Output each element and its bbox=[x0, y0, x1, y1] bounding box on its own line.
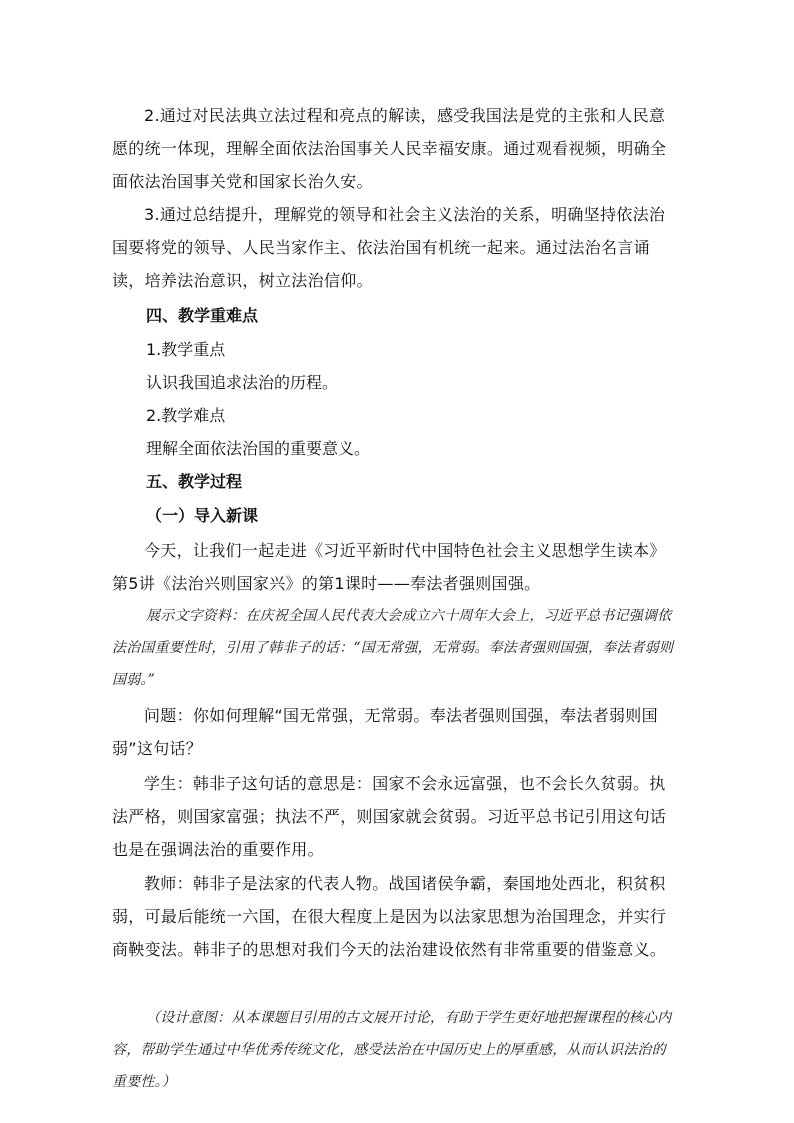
key-point-label: 1.教学重点 bbox=[146, 340, 226, 359]
teaching-goal-3: 3.通过总结提升，理解党的领导和社会主义法治的关系，明确坚持依法治国要将党的领导、人民当家作主、依法治国有机统一起来。通过法治名言诵读，培养法治意识，树立法治信仰。 bbox=[112, 205, 666, 290]
difficult-point-text: 理解全面依法治国的重要意义。 bbox=[146, 439, 371, 458]
teacher-explanation-paragraph: 教师：韩非子是法家的代表人物。战国诸侯争霸，秦国地处西北，积贫积弱，可最后能统一六国，在很大程度上是因为以法家思想为治国理念，并实行商鞅变法。韩非子的思想对我们今天的法治建设依然有非常重要的借鉴意义。 bbox=[112, 874, 667, 959]
student-answer-paragraph: 学生：韩非子这句话的意思是：国家不会永远富强，也不会长久贫弱。执法严格，则国家富强；执法不严，则国家就会贫弱。习近平总书记引用这句话也是在强调法治的重要作用。 bbox=[112, 774, 667, 859]
design-intent-note: （设计意图：从本课题目引用的古文展开讨论，有助于学生更好地把握课程的核心内容，帮助学生通过中华优秀传统文化，感受法治在中国历史上的厚重感，从而认识法治的重要性。） bbox=[112, 1010, 672, 1090]
teaching-goal-2: 2.通过对民法典立法过程和亮点的解读，感受我国法是党的主张和人民意愿的统一体现，理解全面依法治国事关人民幸福安康。通过观看视频，明确全面依法治国事关党和国家长治久安。 bbox=[112, 106, 667, 191]
question-paragraph: 问题：你如何理解“国无常强，无常弱。奉法者强则国强，奉法者弱则国弱”这句话？ bbox=[112, 706, 658, 758]
subsection-heading-intro: （一）导入新课 bbox=[146, 506, 259, 525]
difficult-point-label: 2.教学难点 bbox=[146, 406, 226, 425]
intro-paragraph: 今天，让我们一起走进《习近平新时代中国特色社会主义思想学生读本》第5讲《法治兴则国家兴》的第1课时——奉法者强则国强。 bbox=[112, 541, 666, 593]
key-point-text: 认识我国追求法治的历程。 bbox=[146, 373, 339, 392]
material-quote: 展示文字资料：在庆祝全国人民代表大会成立六十周年大会上，习近平总书记强调依法治国重要性时，引用了韩非子的话：“国无常强，无常弱。奉法者强则国强，奉法者弱则国弱。” bbox=[112, 608, 674, 688]
section-heading-teaching-process: 五、教学过程 bbox=[146, 472, 243, 491]
section-heading-key-difficult-points: 四、教学重难点 bbox=[146, 306, 259, 325]
